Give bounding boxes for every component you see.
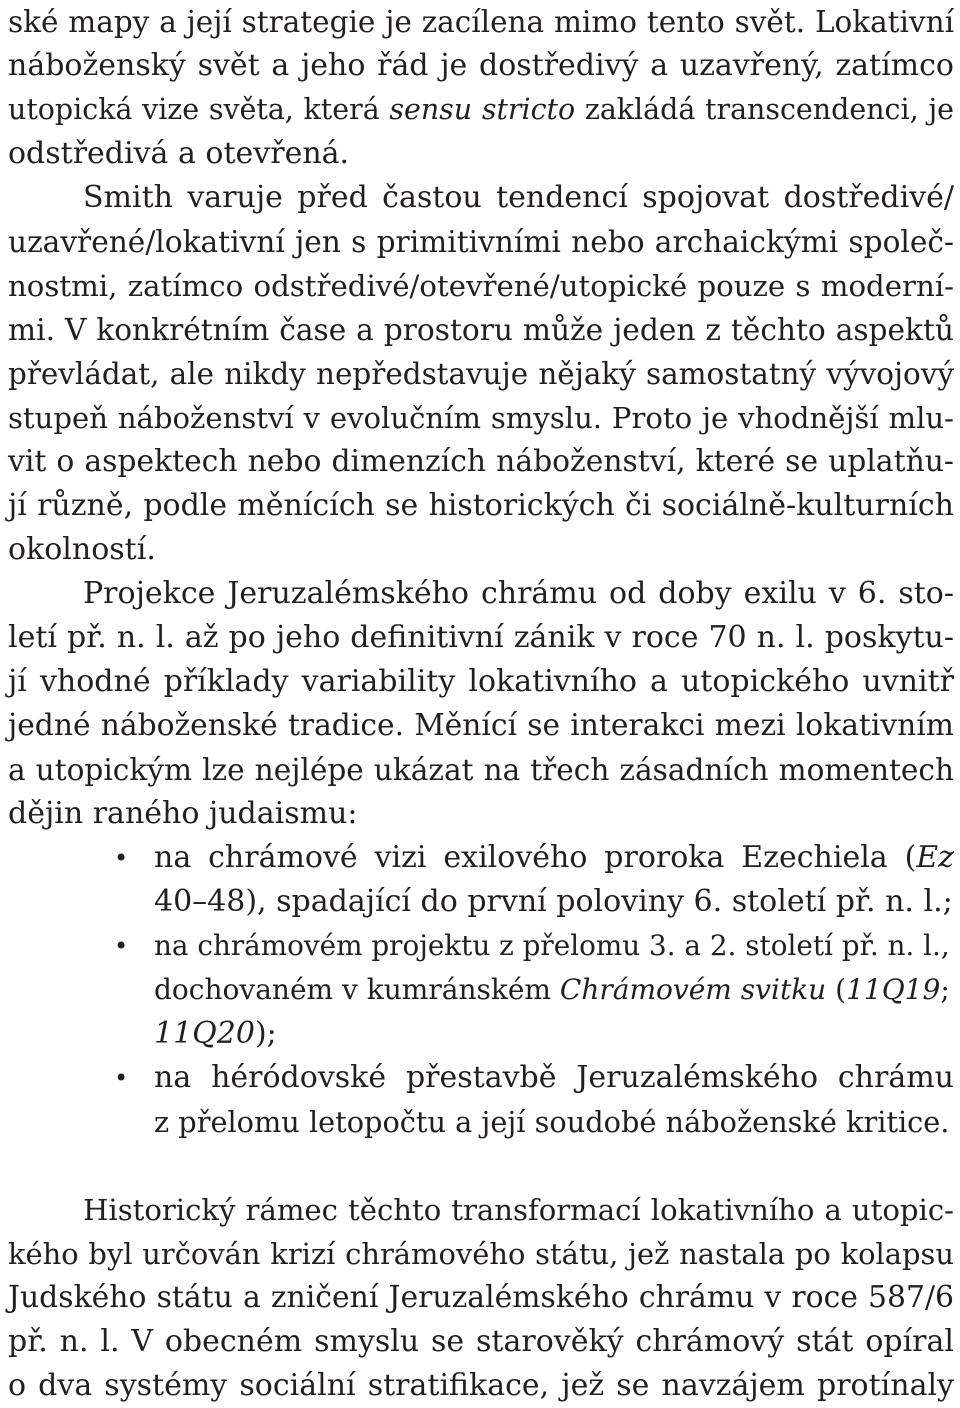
bullet-icon: • xyxy=(114,932,129,960)
bullet-icon: • xyxy=(114,1064,129,1092)
paragraph-smith xyxy=(8,176,954,572)
text-line xyxy=(8,88,954,132)
paragraph-temple-projection xyxy=(8,572,954,836)
text-line: př. n. l. V obecném smyslu se starověký chrámový stát opíral xyxy=(8,1324,954,1359)
text-line: dějin raného judaismu: xyxy=(8,796,358,831)
text-line xyxy=(8,968,954,1012)
text-line: letí př. n. l. až po jeho definitivní zánik v roce 70 n. l. poskytu- xyxy=(8,620,954,655)
text-line: vit o aspektech nebo dimenzích náboženství, které se uplatňu- xyxy=(8,444,954,479)
text-line: náboženský svět a jeho řád je dostředivý a uzavřený, zatímco xyxy=(8,48,954,83)
text-line: jedné náboženské tradice. Měnící se interakci mezi lokativním xyxy=(8,708,954,743)
text-run: zakládá transcendenci, je xyxy=(575,93,955,126)
text-line: kého byl určován krizí chrámového státu, jež nastala po kolapsu xyxy=(8,1237,954,1271)
text-line: na chrámovém projektu z přelomu 3. a 2. století př. n. l., xyxy=(154,929,950,962)
text-line: z přelomu letopočtu a její soudobé náboženské kritice. xyxy=(154,1105,950,1139)
list-item xyxy=(8,836,954,924)
text-line xyxy=(8,836,954,880)
paragraph-gap xyxy=(8,1144,954,1188)
text-line: Smith varuje před častou tendencí spojovat dostředivé/ xyxy=(83,180,954,215)
italic-term: sensu stricto xyxy=(389,93,576,126)
bullet-list xyxy=(8,836,954,1144)
text-line: Judského státu a zničení Jeruzalémského chrámu v roce 587/6 xyxy=(8,1280,954,1315)
text-line: uzavřené/lokativní jen s primitivními nebo archaickými společ- xyxy=(8,225,954,259)
text-line: jí vhodné příklady variability lokativního a utopického uvnitř xyxy=(8,664,954,699)
text-line: mi. V konkrétním čase a prostoru může jeden z těchto aspektů xyxy=(8,312,954,347)
text-line: převládat, ale nikdy nepředstavuje nějaký samostatný vývojový xyxy=(8,357,954,391)
list-item xyxy=(8,924,954,1056)
text-line: a utopickým lze nejlépe ukázat na třech zásadních momentech xyxy=(8,753,954,787)
text-line: o dva systémy sociální stratifikace, jež se navzájem protínaly xyxy=(8,1368,954,1403)
italic-term: Ez xyxy=(916,840,954,875)
italic-term: Chrámovém svitku xyxy=(559,973,827,1006)
text-line: stupeň náboženství v evolučním smyslu. Proto je vhodnější mlu- xyxy=(8,401,954,435)
text-run: utopická vize světa, která xyxy=(8,93,390,126)
list-item xyxy=(8,1056,954,1144)
text-line: odstředivá a otevřená. xyxy=(8,136,350,171)
paragraph-continuation xyxy=(8,0,954,176)
text-run: dochovaném v kumránském xyxy=(154,973,560,1006)
text-run: ); xyxy=(254,1016,277,1051)
text-line: ské mapy a její strategie je zacílena mimo tento svět. Lokativní xyxy=(8,5,954,39)
text-line: nostmi, zatímco odstředivé/otevřené/utopické pouze s moderní- xyxy=(8,269,954,303)
italic-term: 11Q19 xyxy=(846,973,941,1006)
text-line xyxy=(8,1012,954,1056)
paragraph-historical-frame xyxy=(8,1188,954,1408)
document-page xyxy=(8,0,954,1408)
text-line: okolností. xyxy=(8,532,156,567)
text-run: ; xyxy=(940,973,950,1006)
text-run: ( xyxy=(826,973,847,1006)
italic-term: 11Q20 xyxy=(154,1016,255,1051)
text-line: 40–48), spadající do první poloviny 6. století př. n. l.; xyxy=(154,884,953,919)
text-line: jí různě, podle měnících se historických či sociálně-kulturních xyxy=(8,488,954,523)
text-line: Historický rámec těchto transformací lokativního a utopic- xyxy=(83,1193,954,1227)
text-run: na chrámové vizi exilového proroka Ezechiela ( xyxy=(154,840,917,875)
text-line: na héródovské přestavbě Jeruzalémského chrámu xyxy=(154,1060,954,1095)
bullet-icon: • xyxy=(114,844,129,872)
text-line: Projekce Jeruzalémského chrámu od doby exilu v 6. sto- xyxy=(83,576,954,611)
